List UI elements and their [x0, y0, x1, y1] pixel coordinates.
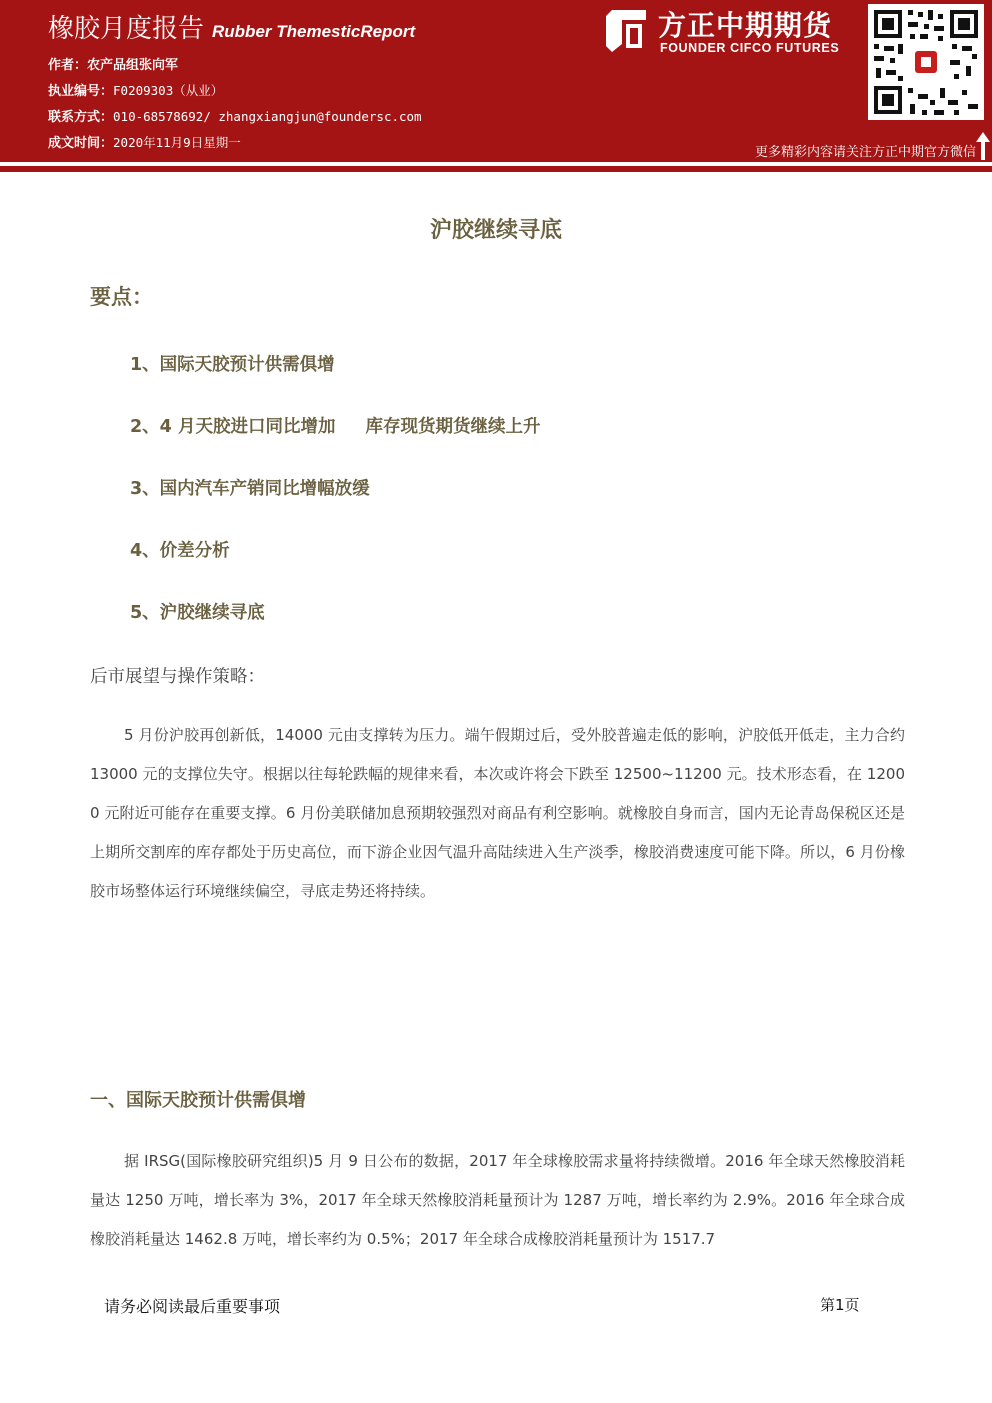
keypoint-5: 5、沪胶继续寻底 — [130, 603, 265, 623]
section-1-heading: 一、国际天胶预计供需俱增 — [90, 1090, 306, 1111]
brand-name-cn: 方正中期期货 — [658, 9, 833, 42]
report-title — [48, 8, 415, 45]
keypoint-4: 4、价差分析 — [130, 541, 230, 561]
outlook-paragraph: 5 月份沪胶再创新低，14000 元由支撑转为压力。端午假期过后，受外胶普遍走低的影响，沪胶低开低走，主力合约 13000 元的支撑位失守。根据以往每轮跌幅的规律来看，本次或许将会下跌至 12500~11200 元。技术形态看，在 12000 元附近可能存在重要支撑。6 月份美联储加息预期较强烈对商品有利空影响。就橡胶自身而言，国内无论青岛保税区还是上期所交割库的库存都处于历史高位，而下游企业因气温升高陆续进入生产淡季，橡胶消费速度可能下降。所以，6 月份橡胶市场整体运行环境继续偏空，寻底走势还将持续。 — [90, 726, 905, 900]
header-divider — [0, 166, 992, 172]
footer-notice: 请务必阅读最后重要事项 — [104, 1297, 281, 1316]
keypoint-2 — [130, 413, 540, 438]
license-value: F0209303（从业） — [113, 83, 224, 98]
outlook-heading: 后市展望与操作策略： — [90, 667, 265, 687]
header-divider-white — [0, 163, 992, 165]
brand-name-en: FOUNDER CIFCO FUTURES — [660, 41, 840, 55]
author-value: 农产品组张向军 — [87, 58, 179, 73]
page-number: 第1页 — [820, 1296, 860, 1314]
license-line — [48, 80, 223, 99]
report-title-en: Rubber ThemesticReport — [212, 22, 416, 41]
contact-value: 010-68578692/ zhangxiangjun@foundersc.com — [113, 109, 422, 124]
follow-wechat-text: 更多精彩内容请关注方正中期官方微信 — [754, 145, 976, 160]
founder-logo-icon — [604, 8, 648, 54]
date-label: 成文时间： — [48, 136, 114, 151]
date-line — [48, 132, 241, 151]
contact-label: 联系方式： — [48, 110, 114, 125]
keypoint-2-extra: 库存现货期货继续上升 — [365, 417, 541, 437]
section-1-paragraph: 据 IRSG(国际橡胶研究组织)5 月 9 日公布的数据，2017 年全球橡胶需求量将持续微增。2016 年全球天然橡胶消耗量达 1250 万吨，增长率为 3%，2017 年全球天然橡胶消耗量预计为 1287 万吨，增长率约为 2.9%。2016 年全球合成橡胶消耗量达 1462.8 万吨，增长率约为 0.5%；2017 年全球合成橡胶消耗量预计为 1517.7 — [90, 1152, 905, 1248]
keypoint-3: 3、国内汽车产销同比增幅放缓 — [130, 479, 370, 499]
report-title-cn: 橡胶月度报告 — [48, 14, 205, 44]
keypoint-2-main: 2、4 月天胶进口同比增加 — [130, 417, 336, 437]
author-line — [48, 54, 178, 73]
qr-code-icon[interactable] — [868, 4, 984, 120]
author-label: 作者： — [48, 58, 88, 73]
keypoint-1: 1、国际天胶预计供需俱增 — [130, 355, 335, 375]
contact-line — [48, 106, 422, 125]
date-value: 2020年11月9日星期一 — [113, 135, 241, 150]
up-arrow-icon — [976, 132, 990, 160]
document-title: 沪胶继续寻底 — [429, 218, 562, 243]
keypoints-heading: 要点： — [90, 285, 153, 309]
brand-logo-block — [604, 6, 856, 60]
license-label: 执业编号： — [48, 84, 114, 99]
